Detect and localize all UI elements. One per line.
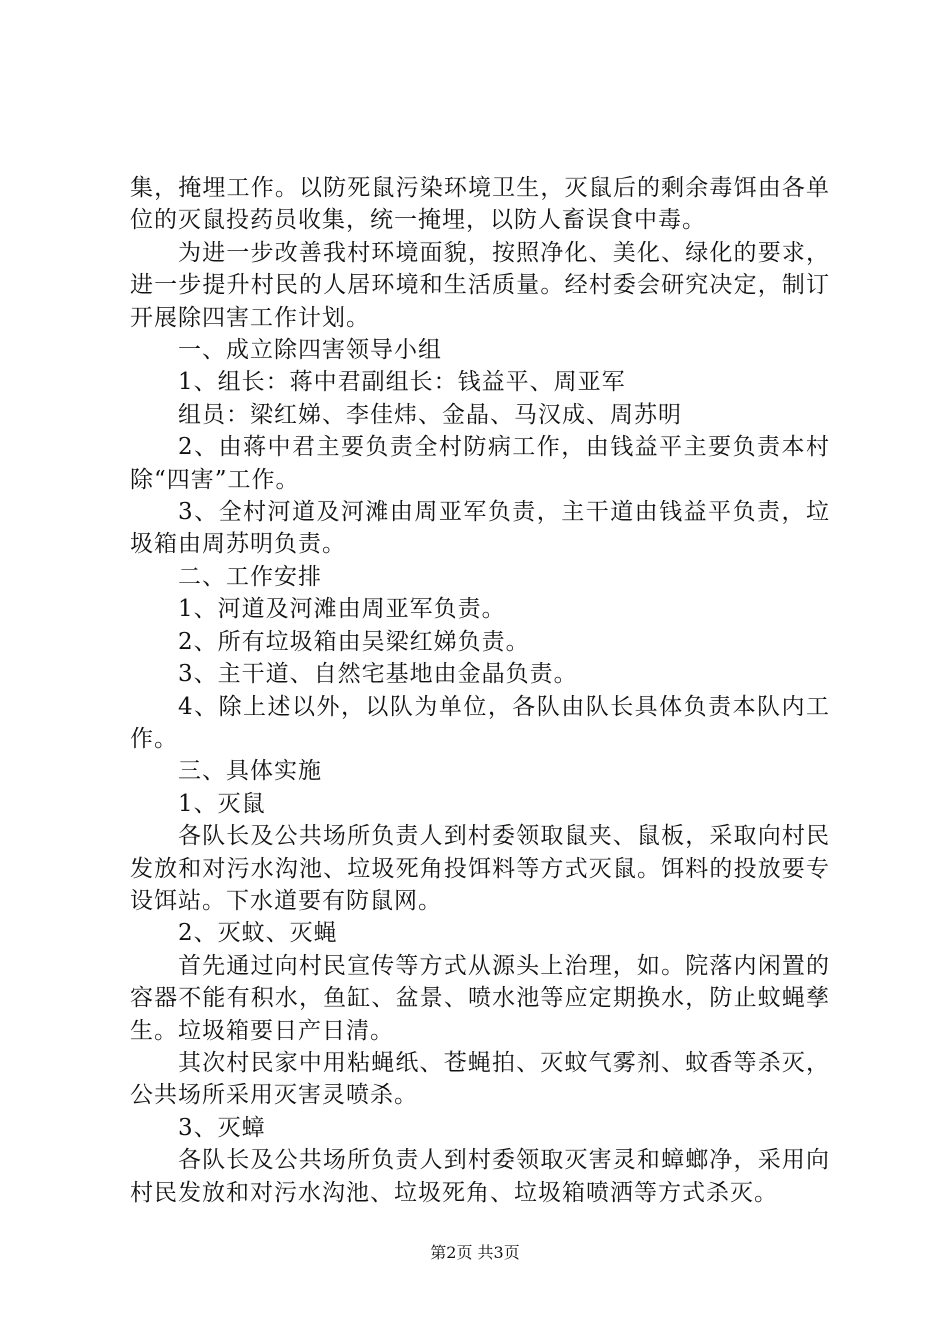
paragraph: 3、主干道、自然宅基地由金晶负责。: [178, 661, 578, 688]
paragraph: 各队长及公共场所负责人到村委领取鼠夹、鼠板，采取向村民发放和对污水沟池、垃圾死角投饵料等方式灭鼠。饵料的投放要专设饵站。下水道要有防鼠网。: [130, 823, 830, 914]
subsection-heading: 1、灭鼠: [178, 790, 266, 817]
page-footer: 第2页 共3页: [430, 1243, 520, 1262]
paragraph: 其次村民家中用粘蝇纸、苍蝇拍、灭蚊气雾剂、蚊香等杀灭，公共场所采用灭害灵喷杀。: [130, 1049, 830, 1109]
paragraph: 首先通过向村民宣传等方式从源头上治理，如。院落内闲置的容器不能有积水，鱼缸、盆景、喷水池等应定期换水，防止蚊蝇孳生。垃圾箱要日产日清。: [130, 952, 830, 1044]
paragraph: 1、组长：蒋中君副组长：钱益平、周亚军: [178, 369, 626, 396]
section-heading: 三、具体实施: [178, 758, 322, 785]
paragraph: 2、由蒋中君主要负责全村防病工作，由钱益平主要负责本村除“四害”工作。: [130, 434, 830, 493]
paragraph: 集，掩埋工作。以防死鼠污染环境卫生，灭鼠后的剩余毒饵由各单位的灭鼠投药员收集，统一掩埋，以防人畜误食中毒。: [130, 175, 830, 234]
paragraph: 4、除上述以外，以队为单位，各队由队长具体负责本队内工作。: [130, 693, 830, 752]
paragraph: 3、全村河道及河滩由周亚军负责，主干道由钱益平负责，垃圾箱由周苏明负责。: [130, 499, 830, 558]
document-body: [130, 172, 830, 1209]
subsection-heading: 2、灭蚊、灭蝇: [178, 920, 338, 947]
paragraph: 1、河道及河滩由周亚军负责。: [178, 596, 506, 623]
paragraph: 为进一步改善我村环境面貌，按照净化、美化、绿化的要求，进一步提升村民的人居环境和生活质量。经村委会研究决定，制订开展除四害工作计划。: [130, 239, 830, 331]
paragraph: 各队长及公共场所负责人到村委领取灭害灵和蟑螂净，采用向村民发放和对污水沟池、垃圾死角、垃圾箱喷洒等方式杀灭。: [130, 1147, 830, 1206]
paragraph: 2、所有垃圾箱由吴梁红娣负责。: [178, 628, 530, 655]
subsection-heading: 3、灭蟑: [178, 1114, 266, 1141]
section-heading: 二、工作安排: [178, 563, 322, 590]
paragraph: 组员：梁红娣、李佳炜、金晶、马汉成、周苏明: [178, 401, 682, 428]
section-heading: 一、成立除四害领导小组: [178, 337, 442, 364]
